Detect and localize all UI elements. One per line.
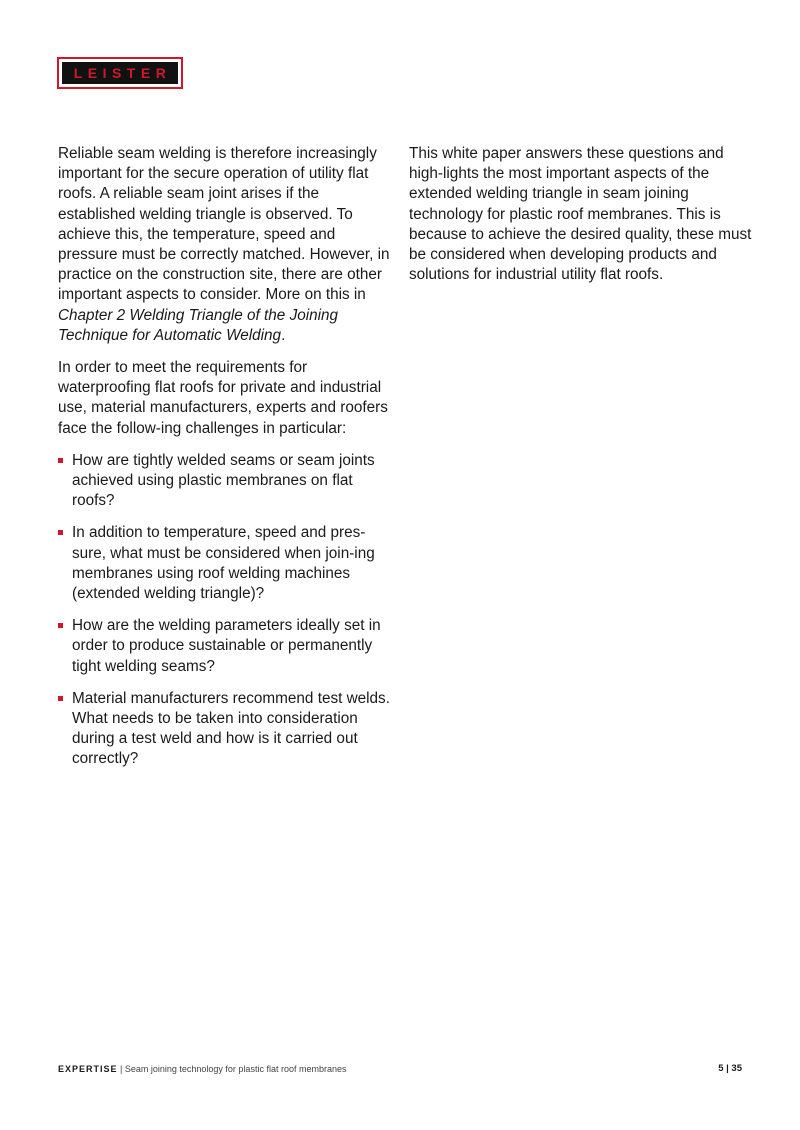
page-number: 5 | 35 bbox=[718, 1063, 742, 1074]
footer-left bbox=[58, 1064, 346, 1074]
list-item bbox=[58, 523, 398, 604]
paragraph-intro-end: . bbox=[281, 326, 286, 344]
footer-title: Seam joining technology for plastic flat roof membranes bbox=[124, 1063, 347, 1074]
paragraph-whitepaper: This white paper answers these questions and high-lights the most important aspects of the extended welding triangle in seam joining technology for plastic roof membranes. This is because to achieve the desired quality, these must be considered when developing products and solutions for industrial utility flat roofs. bbox=[409, 145, 752, 284]
paragraph-intro-text: Reliable seam welding is therefore increasingly important for the secure operation of utility flat roofs. A reliable seam joint arises if the established welding triangle is observed. To achieve this, the temperature, speed and pressure must be correctly matched. However, in practice on the construction site, there are other important aspects to consider. More on this in bbox=[58, 145, 390, 304]
footer-section: EXPERTISE bbox=[58, 1063, 118, 1074]
left-column bbox=[58, 144, 398, 782]
list-item-text: How are tightly welded seams or seam joints achieved using plastic membranes on flat roofs? bbox=[72, 451, 375, 510]
list-item-text: How are the welding parameters ideally set in order to produce sustainable or permanently tight welding seams? bbox=[72, 617, 381, 675]
page-footer bbox=[58, 1063, 742, 1074]
bullet-icon bbox=[58, 458, 63, 463]
list-item bbox=[58, 689, 398, 770]
list-item-text: Material manufacturers recommend test welds. What needs to be taken into consideration during a test weld and how is it carried out correctly? bbox=[72, 689, 390, 768]
paragraph-challenges: In order to meet the requirements for waterproofing flat roofs for private and industrial use, material manufacturers, experts and roofers face the follow-ing challenges in particular: bbox=[58, 359, 388, 437]
paragraph-intro bbox=[58, 144, 398, 346]
list-item bbox=[58, 451, 398, 512]
bullet-icon bbox=[58, 696, 63, 701]
bullet-icon bbox=[58, 623, 63, 628]
challenge-list bbox=[58, 451, 398, 770]
list-item-text: In addition to temperature, speed and pres-sure, what must be considered when join-ing membranes using roof welding machines (extended welding triangle)? bbox=[72, 524, 375, 603]
logo-text: LEISTER bbox=[62, 62, 178, 84]
footer-separator: | bbox=[117, 1063, 125, 1074]
bullet-icon bbox=[58, 530, 63, 535]
chapter-reference: Chapter 2 Welding Triangle of the Joining Technique for Automatic Welding bbox=[58, 306, 339, 344]
right-column bbox=[409, 144, 754, 297]
list-item bbox=[58, 616, 398, 677]
leister-logo bbox=[57, 57, 183, 89]
